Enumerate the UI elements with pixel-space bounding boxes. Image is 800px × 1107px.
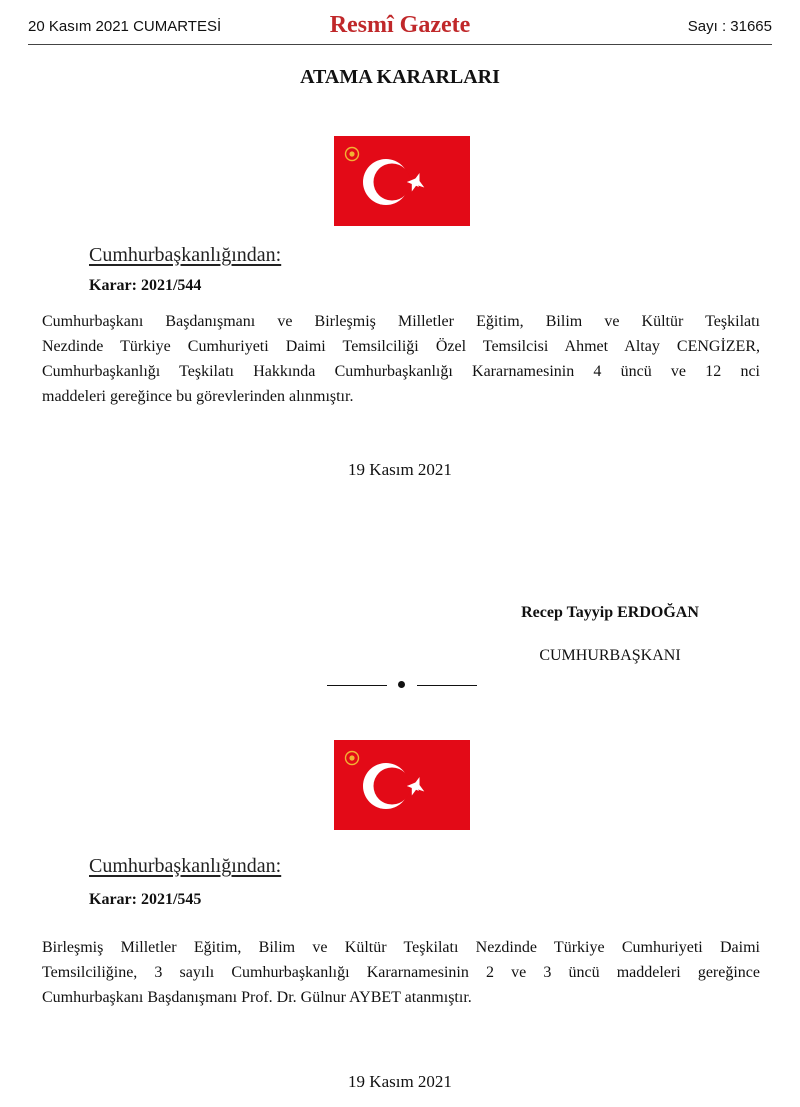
section-title: ATAMA KARARLARI bbox=[300, 66, 500, 88]
presidential-flag-icon bbox=[334, 740, 470, 830]
decision-text-line: Cumhurbaşkanı Başdanışmanı ve Birleşmiş Milletler Eğitim, Bilim ve Kültür Teşkilatı bbox=[42, 313, 760, 330]
header-rule bbox=[28, 44, 772, 45]
decision-text bbox=[42, 309, 760, 409]
separator-dot bbox=[398, 681, 405, 688]
signer-name: Recep Tayyip ERDOĞAN bbox=[521, 604, 699, 621]
signer-title: CUMHURBAŞKANI bbox=[539, 647, 681, 664]
issue-date: 20 Kasım 2021 CUMARTESİ bbox=[28, 18, 222, 35]
decision-number: Karar: 2021/545 bbox=[89, 891, 202, 908]
decision-text bbox=[42, 935, 760, 1010]
section-separator bbox=[327, 678, 477, 692]
decision-date: 19 Kasım 2021 bbox=[348, 460, 452, 479]
decision-text-line: Cumhurbaşkanlığı Teşkilatı Hakkında Cumhurbaşkanlığı Kararnamesinin 4 üncü ve 12 nci bbox=[42, 363, 760, 380]
decision-number: Karar: 2021/544 bbox=[89, 277, 202, 294]
separator-line bbox=[327, 685, 387, 686]
decision-date: 19 Kasım 2021 bbox=[348, 1072, 452, 1091]
presidential-flag-icon bbox=[334, 136, 470, 226]
decision-text-line: Temsilciliğine, 3 sayılı Cumhurbaşkanlığı Kararnamesinin 2 ve 3 üncü maddeleri gereğince bbox=[42, 964, 760, 981]
issue-number: Sayı : 31665 bbox=[687, 18, 772, 35]
decision-text-line: Nezdinde Türkiye Cumhuriyeti Daimi Temsilciliği Özel Temsilcisi Ahmet Altay CENGİZER, bbox=[42, 338, 760, 355]
decision-text-line: Cumhurbaşkanı Başdanışmanı Prof. Dr. Gülnur AYBET atanmıştır. bbox=[42, 989, 472, 1006]
decision-text-line: maddeleri gereğince bu görevlerinden alınmıştır. bbox=[42, 388, 354, 405]
issuer-heading: Cumhurbaşkanlığından: bbox=[89, 244, 282, 266]
separator-line bbox=[417, 685, 477, 686]
issuer-heading: Cumhurbaşkanlığından: bbox=[89, 855, 282, 877]
gazette-title: Resmî Gazete bbox=[329, 12, 471, 38]
decision-text-line: Birleşmiş Milletler Eğitim, Bilim ve Kültür Teşkilatı Nezdinde Türkiye Cumhuriyeti Daimi bbox=[42, 939, 760, 956]
